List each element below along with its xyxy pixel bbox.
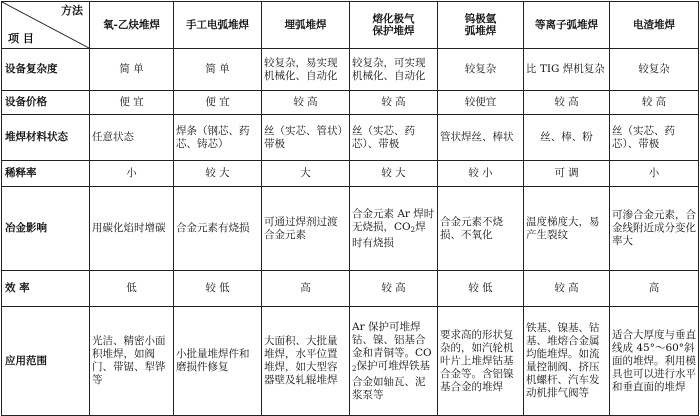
table-cell: 大 <box>262 161 350 187</box>
table-cell: 较 高 <box>262 91 350 115</box>
table-cell: 较 高 <box>610 91 699 115</box>
table-cell: 较复杂，可实现机械化、自动化 <box>350 49 438 91</box>
cell-text-cont: 保护可堆焊铁基合金如轴瓦、泥浆泵等 <box>352 359 430 401</box>
method-header: 氧-乙炔堆焊 <box>90 2 174 49</box>
table-cell: 高 <box>610 271 699 307</box>
corner-cell <box>2 2 90 49</box>
table-cell: 较 高 <box>524 271 610 307</box>
co2-text: CO <box>415 346 432 359</box>
table-row <box>2 271 699 307</box>
table-cell: 丝（实芯、药芯）、带极 <box>610 115 699 161</box>
table-cell: 要求高的形状复杂的，如汽轮机叶片上堆焊钴基合金等。含铝镍基合金的堆焊 <box>438 307 524 416</box>
table-cell: 较 大 <box>174 161 262 187</box>
table-cell: 低 <box>90 271 174 307</box>
table-cell: 丝、棒、粉 <box>524 115 610 161</box>
table-row <box>2 91 699 115</box>
table-cell: 较复杂，易实现机械化、自动化 <box>262 49 350 91</box>
method-header: 电渣堆焊 <box>610 2 699 49</box>
co2-subscript: 2 <box>352 364 357 373</box>
table-cell: 较便宜 <box>438 91 524 115</box>
table-cell: 丝（实芯、管状）带极 <box>262 115 350 161</box>
table-row <box>2 49 699 91</box>
table-cell: 可 调 <box>524 161 610 187</box>
table-cell: 大面积、大批量堆焊，水平位置堆焊，如大型容器壁及轧辊堆焊 <box>262 307 350 416</box>
cell-text-cont: 焊时有烧损 <box>352 220 426 249</box>
table-cell: 温度梯度大，易产生裂纹 <box>524 187 610 271</box>
table-cell <box>350 307 438 416</box>
method-header: 钨极氩 弧堆焊 <box>438 2 524 49</box>
table-cell: 较 高 <box>350 271 438 307</box>
table-cell: 铁基、镍基、钴基、堆熔合金属均能堆焊。如流量控制阀、挤压机螺杆、汽车发动机排气阀等 <box>524 307 610 416</box>
table-cell: 丝（实芯、药芯）、带极 <box>350 115 438 161</box>
table-cell: 较 大 <box>350 161 438 187</box>
table-row <box>2 187 699 271</box>
table-cell: 较复杂 <box>438 49 524 91</box>
table-cell: 焊条（钢芯、药芯、铸芯） <box>174 115 262 161</box>
table-cell: 较 低 <box>174 271 262 307</box>
co2-text: CO <box>394 220 411 233</box>
row-label: 堆焊材料状态 <box>2 115 90 161</box>
method-header: 手工电弧堆焊 <box>174 2 262 49</box>
table-cell <box>350 187 438 271</box>
comparison-table <box>1 1 699 416</box>
corner-item-label: 项 目 <box>8 32 34 45</box>
table-cell: 小批量堆焊件和磨损件修复 <box>174 307 262 416</box>
row-label: 设备复杂度 <box>2 49 90 91</box>
row-label: 冶金影响 <box>2 187 90 271</box>
table-cell: 小 <box>610 161 699 187</box>
table-cell: 可通过焊剂过渡合金元素 <box>262 187 350 271</box>
table-cell: 小 <box>90 161 174 187</box>
table-cell: 管状焊丝、棒状 <box>438 115 524 161</box>
table-cell: 适合大厚度与垂直线成 45°～60°斜面的堆焊。利用模具也可以进行水平和垂直面的堆焊 <box>610 307 699 416</box>
cell-text: Ar 保护可堆焊钴、镍、铝基合金和青铜等。 <box>352 320 426 359</box>
table-cell: 任意状态 <box>90 115 174 161</box>
row-label: 效 率 <box>2 271 90 307</box>
table-cell: 可渗合金元素，合金线附近成分变化率大 <box>610 187 699 271</box>
method-header: 等离子弧堆焊 <box>524 2 610 49</box>
row-label: 设备价格 <box>2 91 90 115</box>
table-cell: 较复杂 <box>610 49 699 91</box>
table-cell: 便 宜 <box>90 91 174 115</box>
table-cell: 较 高 <box>524 91 610 115</box>
table-cell: 便 宜 <box>174 91 262 115</box>
corner-method-label: 方法 <box>61 4 83 17</box>
method-header: 熔化极气 保护堆焊 <box>350 2 438 49</box>
table-cell: 较 高 <box>350 91 438 115</box>
table-cell: 较 低 <box>438 271 524 307</box>
table-cell: 合金元素不烧损、不氧化 <box>438 187 524 271</box>
table-cell: 合金元素有烧损 <box>174 187 262 271</box>
row-label: 稀释率 <box>2 161 90 187</box>
table-cell: 比 TIG 焊机复杂 <box>524 49 610 91</box>
table-row <box>2 161 699 187</box>
table-cell: 较 小 <box>438 161 524 187</box>
cell-text: 合金元素 Ar 焊时无烧损， <box>352 207 435 233</box>
header-row <box>2 2 699 49</box>
table-cell: 用碳化焰时增碳 <box>90 187 174 271</box>
table-row <box>2 115 699 161</box>
table-row <box>2 307 699 416</box>
table-cell: 简 单 <box>90 49 174 91</box>
table-cell: 简 单 <box>174 49 262 91</box>
table-cell: 高 <box>262 271 350 307</box>
method-header: 埋弧堆焊 <box>262 2 350 49</box>
co2-subscript: 2 <box>410 225 416 234</box>
table-cell: 光洁、精密小面积堆焊，如阀门、带锯、犁铧等 <box>90 307 174 416</box>
row-label: 应用范围 <box>2 307 90 416</box>
